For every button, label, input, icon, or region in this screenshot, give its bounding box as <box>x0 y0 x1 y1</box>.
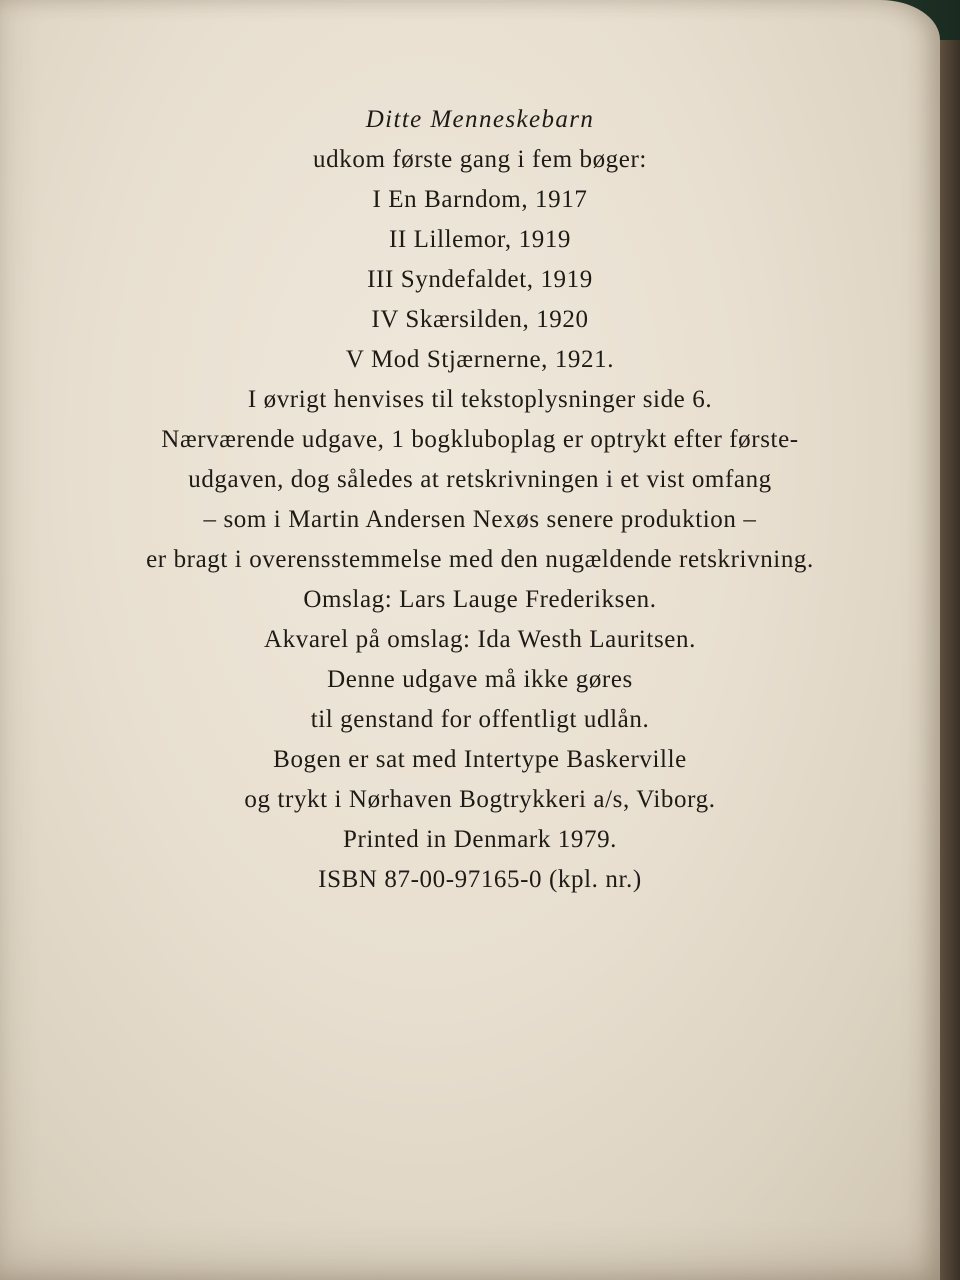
book-volume-1: I En Barndom, 1917 <box>372 186 588 213</box>
reference-note: I øvrigt henvises til tekstoplysninger side 6. <box>247 386 713 413</box>
typeset-note-line-1: Bogen er sat med Intertype Baskerville <box>273 746 687 773</box>
edition-note-line-2: udgaven, dog således at retskrivningen i et vist omfang <box>188 466 772 493</box>
edition-note-line-1: Nærværende udgave, 1 bogkluboplag er optrykt efter første- <box>161 426 799 453</box>
edition-note-line-4: er bragt i overensstemmelse med den nugældende retskrivning. <box>146 546 814 573</box>
book-volume-3: III Syndefaldet, 1919 <box>367 266 593 293</box>
intro-line: udkom første gang i fem bøger: <box>313 146 647 173</box>
watercolor-credit: Akvarel på omslag: Ida Westh Lauritsen. <box>264 626 696 653</box>
printed-note: Printed in Denmark 1979. <box>342 826 618 853</box>
lending-note-line-1: Denne udgave må ikke gøres <box>327 666 633 693</box>
lending-note-line-2: til genstand for offentligt udlån. <box>310 706 650 733</box>
book-volume-5: V Mod Stjærnerne, 1921. <box>345 346 615 373</box>
cover-credit: Omslag: Lars Lauge Frederiksen. <box>303 586 657 613</box>
book-volume-4: IV Skærsilden, 1920 <box>371 306 589 333</box>
colophon-text <box>100 100 860 900</box>
isbn-line: ISBN 87-00-97165-0 (kpl. nr.) <box>318 866 642 893</box>
typeset-note-line-2: og trykt i Nørhaven Bogtrykkeri a/s, Viborg. <box>244 786 716 813</box>
edition-note-line-3: – som i Martin Andersen Nexøs senere produktion – <box>203 506 757 533</box>
book-title: Ditte Menneskebarn <box>365 106 595 133</box>
book-volume-2: II Lillemor, 1919 <box>388 226 572 253</box>
